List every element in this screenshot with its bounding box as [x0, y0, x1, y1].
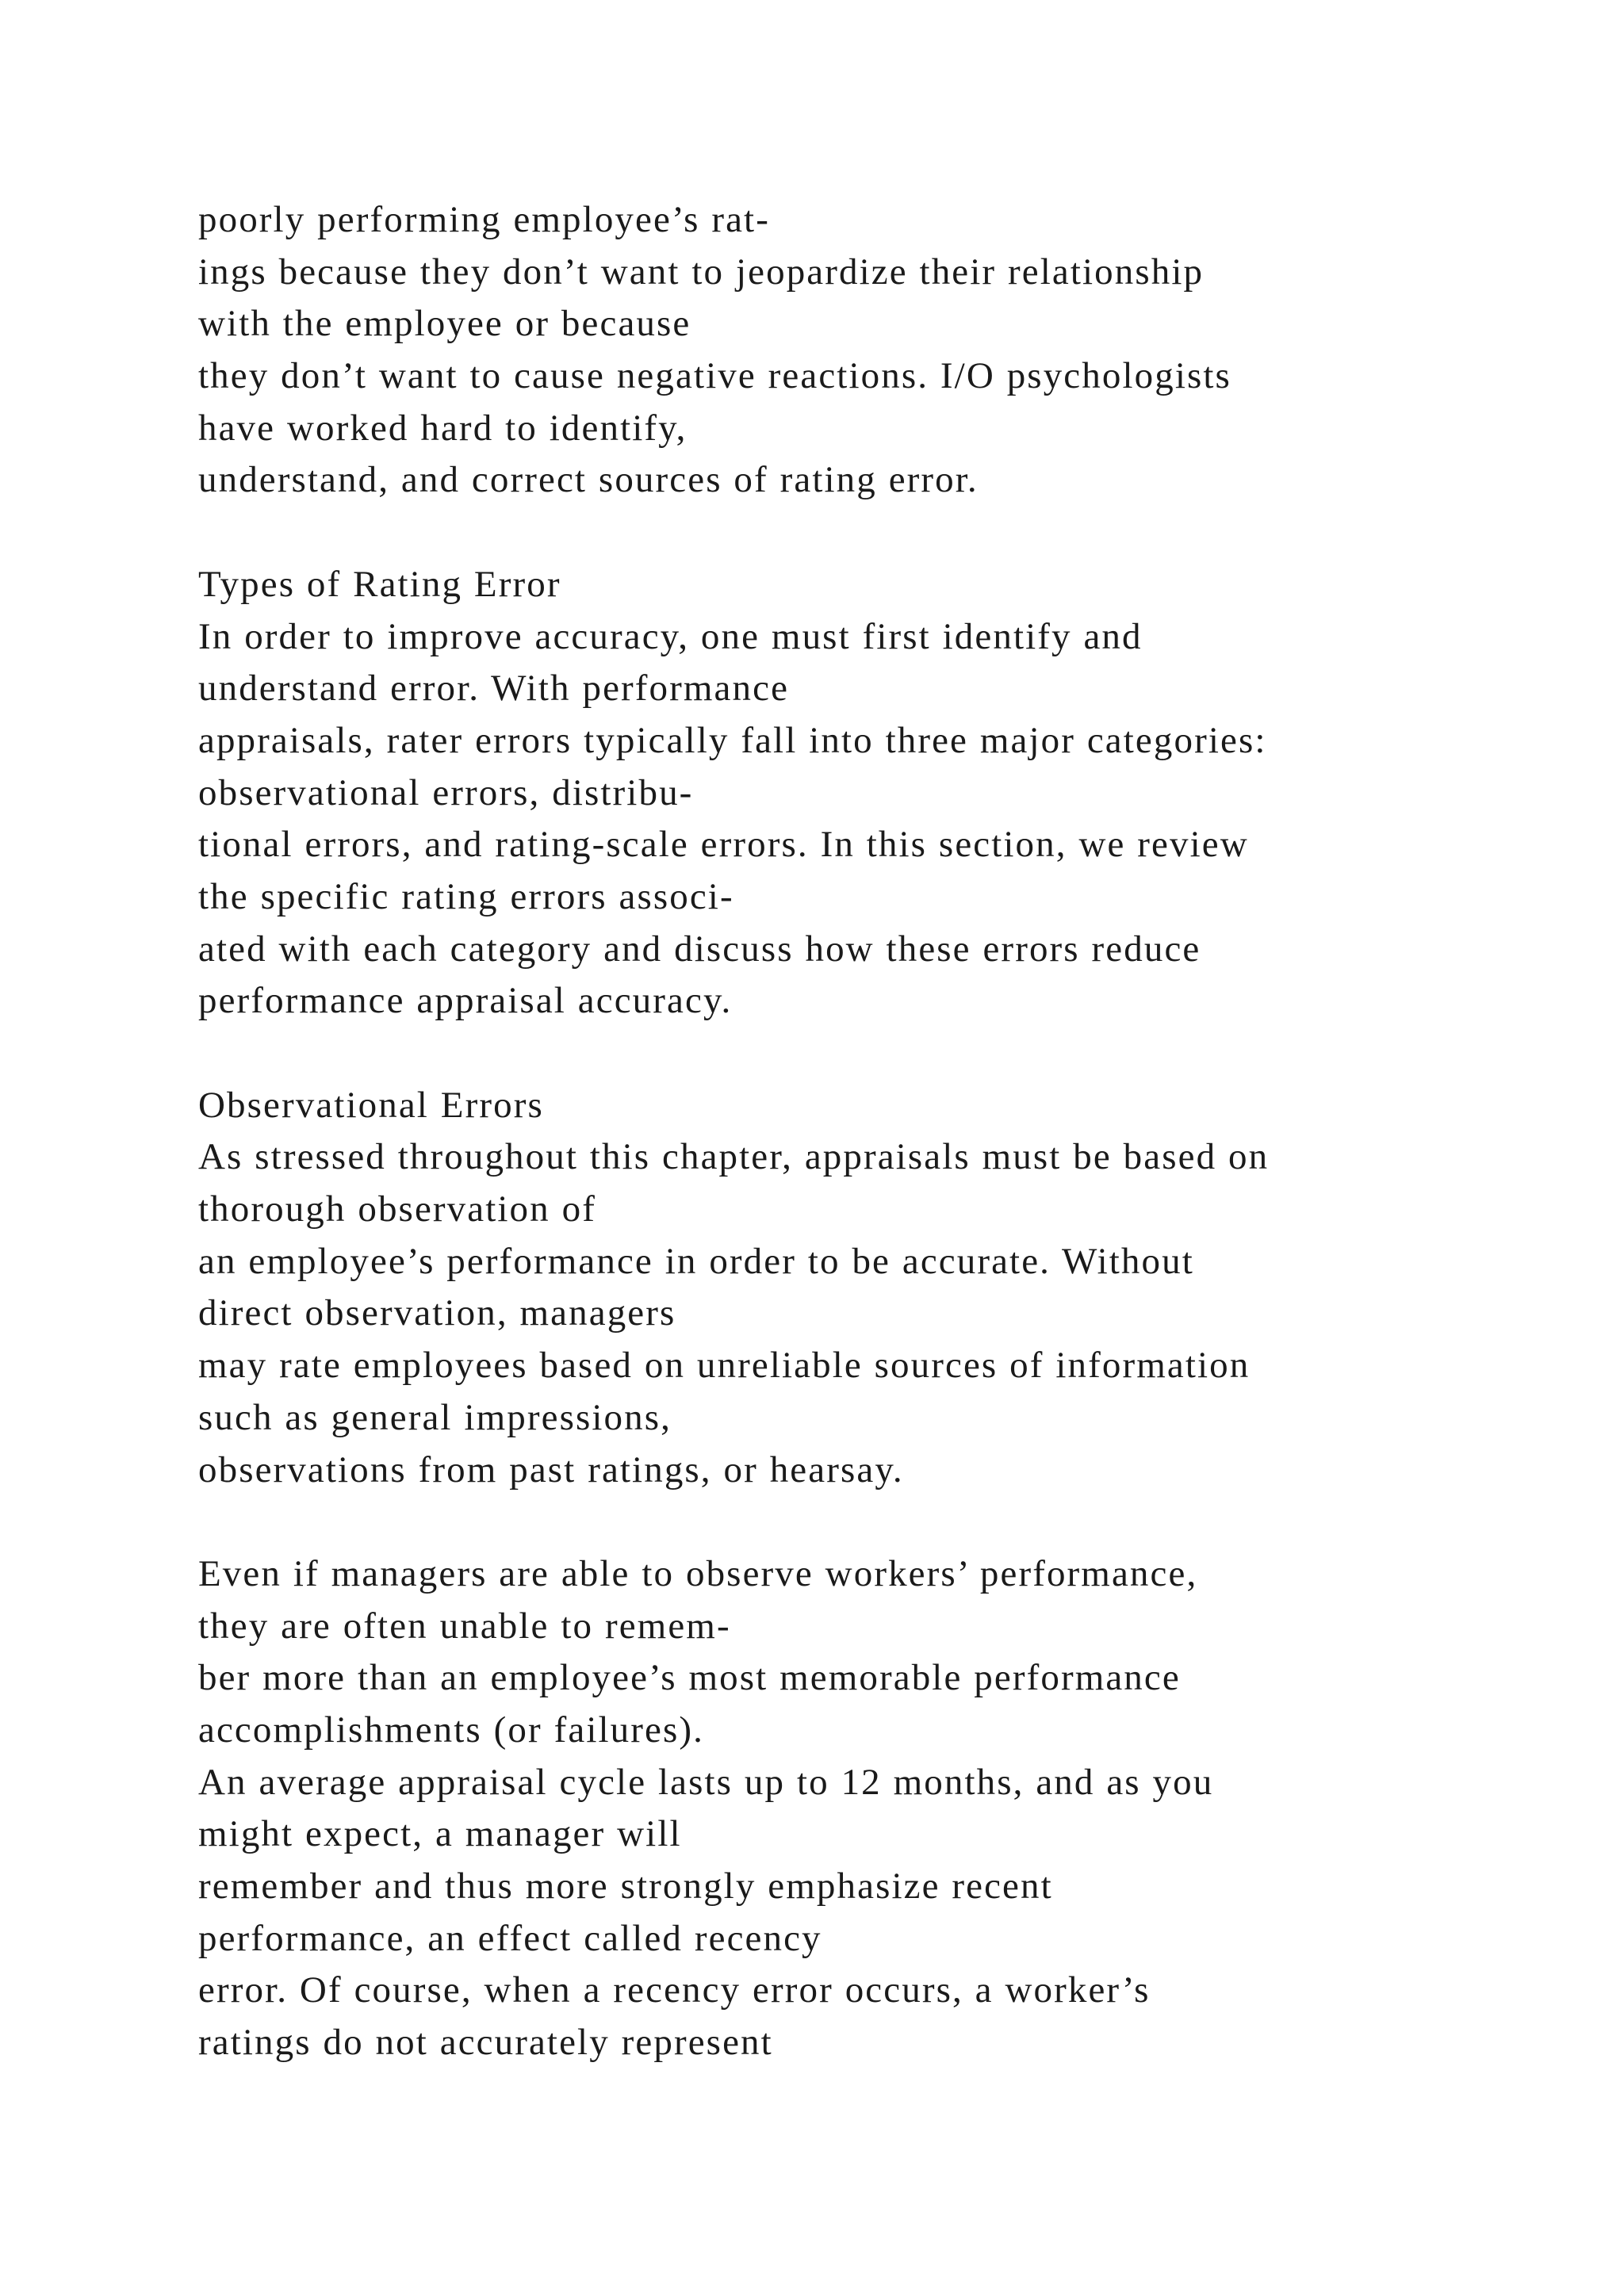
text-line: the specific rating errors associ- [198, 875, 734, 917]
section-heading-observational-errors: Observational Errors [198, 1084, 544, 1126]
text-line: ings because they don’t want to jeopardize their relationship [198, 251, 1205, 293]
blank-line [198, 1496, 1594, 1548]
text-line: appraisals, rater errors typically fall into three major categories: [198, 719, 1267, 761]
text-line: poorly performing employee’s rat- [198, 199, 770, 240]
text-line: with the employee or because [198, 303, 691, 345]
blank-line [198, 507, 1594, 559]
text-line: remember and thus more strongly emphasize recent [198, 1866, 1053, 1907]
text-line: may rate employees based on unreliable sources of information [198, 1345, 1251, 1387]
text-line: ber more than an employee’s most memorable performance [198, 1657, 1181, 1699]
text-line: observations from past ratings, or hearsay. [198, 1448, 904, 1490]
text-line: An average appraisal cycle lasts up to 12 months, and as you [198, 1761, 1214, 1803]
blank-line [198, 1027, 1594, 1080]
text-line: accomplishments (or failures). [198, 1709, 704, 1751]
text-line: performance appraisal accuracy. [198, 980, 733, 1022]
text-line: an employee’s performance in order to be accurate. Without [198, 1240, 1194, 1282]
text-line: direct observation, managers [198, 1292, 676, 1334]
text-line: tional errors, and rating-scale errors. In this section, we review [198, 824, 1249, 866]
text-line: Even if managers are able to observe workers’ performance, [198, 1552, 1198, 1594]
text-line: observational errors, distribu- [198, 771, 694, 813]
text-line: As stressed throughout this chapter, appraisals must be based on [198, 1136, 1270, 1178]
text-line: performance, an effect called recency [198, 1917, 822, 1959]
text-line: thorough observation of [198, 1188, 596, 1230]
text-line: have worked hard to identify, [198, 407, 688, 449]
body-text [198, 194, 1594, 2069]
text-line: In order to improve accuracy, one must first identify and [198, 615, 1143, 657]
text-line: understand error. With performance [198, 668, 790, 710]
text-line: they don’t want to cause negative reactions. I/O psychologists [198, 355, 1231, 397]
section-heading-types-of-rating-error: Types of Rating Error [198, 563, 561, 605]
text-line: they are often unable to remem- [198, 1605, 731, 1647]
text-line: error. Of course, when a recency error occurs, a worker’s [198, 1969, 1151, 2011]
text-line: ratings do not accurately represent [198, 2022, 773, 2064]
text-line: ated with each category and discuss how these errors reduce [198, 928, 1201, 970]
text-line: might expect, a manager will [198, 1813, 682, 1855]
text-line: such as general impressions, [198, 1396, 672, 1438]
text-line: understand, and correct sources of rating error. [198, 459, 979, 501]
